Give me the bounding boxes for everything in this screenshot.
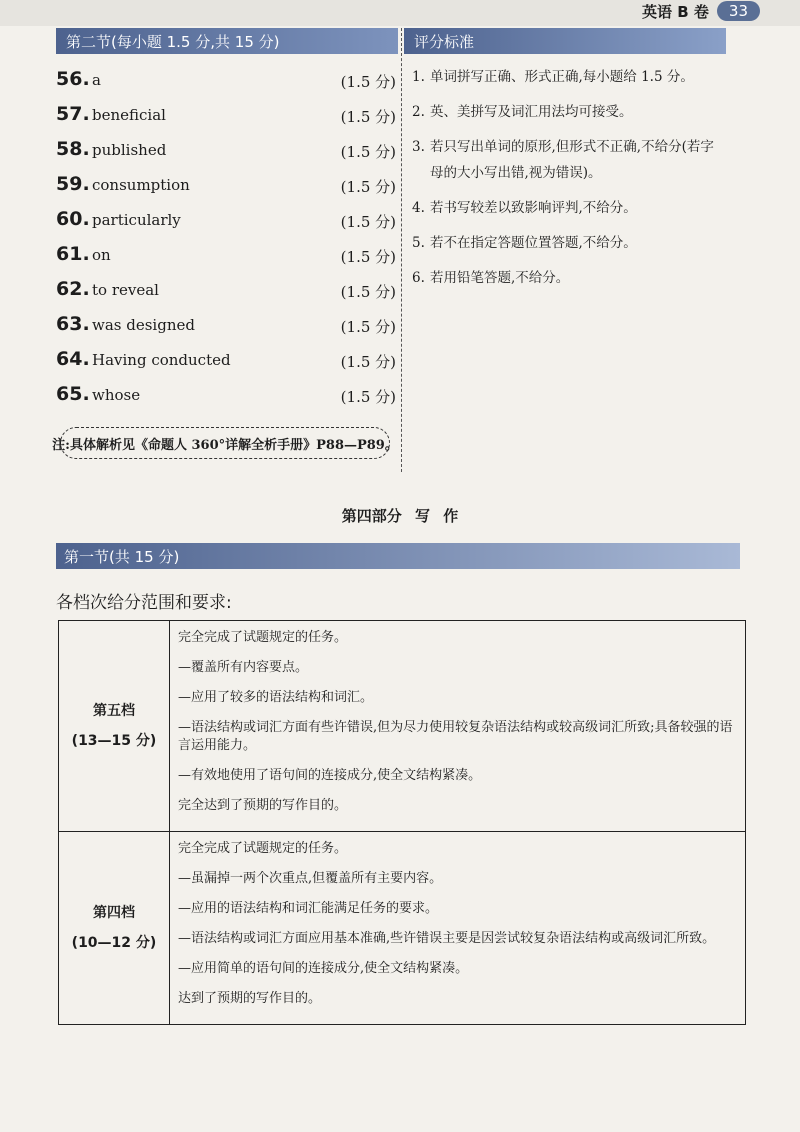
- grade-line: 完全完成了试题规定的任务。: [178, 841, 348, 856]
- answer-text: on: [92, 246, 111, 264]
- grade-level-cell: [59, 832, 170, 1025]
- answer-row: [56, 379, 396, 414]
- answer-text: a: [92, 71, 101, 89]
- answer-text: published: [92, 141, 167, 159]
- criteria-continuation: 母的大小写出错,视为错误)。: [430, 165, 602, 181]
- criteria-text: 若只写出单词的原形,但形式不正确,不给分(若字: [430, 139, 714, 155]
- criteria-text: 若不在指定答题位置答题,不给分。: [430, 235, 637, 251]
- answer-row: [56, 99, 396, 134]
- grade-line: —语法结构或词汇方面应用基本准确,些许错误主要是因尝试较复杂语法结构或高级词汇所致。: [178, 931, 716, 946]
- criteria-item: [412, 64, 742, 90]
- answer-row: [56, 239, 396, 274]
- grade-line: —虽漏掉一两个次重点,但覆盖所有主要内容。: [178, 871, 443, 886]
- section2-title: 第二节(每小题 1.5 分,共 15 分): [66, 32, 280, 51]
- grade-row: [59, 832, 746, 1025]
- grade-description-cell: [170, 832, 746, 1025]
- answer-score: (1.5 分): [340, 283, 396, 301]
- grade-level-name: 第四档: [93, 905, 135, 921]
- criteria-item: [412, 230, 742, 256]
- answer-number: 58.: [56, 138, 90, 160]
- answer-number: 64.: [56, 348, 90, 370]
- criteria-item: [412, 265, 742, 291]
- page-header: [642, 0, 760, 22]
- grade-level-name: 第五档: [93, 703, 135, 719]
- answer-number: 57.: [56, 103, 90, 125]
- answer-number: 65.: [56, 383, 90, 405]
- grading-table: [58, 620, 746, 1025]
- grade-line: 完全达到了预期的写作目的。: [178, 798, 348, 813]
- column-divider: [401, 28, 402, 472]
- criteria-item: [412, 99, 742, 125]
- answer-row: [56, 344, 396, 379]
- criteria-number: 5.: [412, 235, 425, 251]
- grade-level-cell: [59, 621, 170, 832]
- answer-text: whose: [92, 386, 141, 404]
- criteria-heading: [404, 28, 726, 54]
- answer-number: 59.: [56, 173, 90, 195]
- answer-row: [56, 64, 396, 99]
- answer-row: [56, 274, 396, 309]
- grade-line: —应用简单的语句间的连接成分,使全文结构紧凑。: [178, 961, 469, 976]
- answer-text: to reveal: [92, 281, 159, 299]
- book-title: 英语 B 卷: [642, 2, 709, 21]
- grade-description-cell: [170, 621, 746, 832]
- answer-score: (1.5 分): [340, 213, 396, 231]
- answer-number: 61.: [56, 243, 90, 265]
- answer-number: 56.: [56, 68, 90, 90]
- answer-score: (1.5 分): [340, 318, 396, 336]
- reference-note-text: 注:具体解析见《命题人 360°详解全析手册》P88—P89。: [52, 437, 398, 453]
- section1-heading: [56, 543, 740, 569]
- grade-line: —覆盖所有内容要点。: [178, 660, 309, 675]
- grade-level-range: (13—15 分): [71, 733, 157, 749]
- criteria-item: [412, 134, 742, 186]
- criteria-number: 1.: [412, 69, 425, 85]
- grade-line: 完全完成了试题规定的任务。: [178, 630, 348, 645]
- criteria-number: 4.: [412, 200, 425, 216]
- section2-heading: [56, 28, 398, 54]
- answer-score: (1.5 分): [340, 248, 396, 266]
- criteria-number: 6.: [412, 270, 425, 286]
- section1-title: 第一节(共 15 分): [64, 547, 180, 566]
- criteria-text: 单词拼写正确、形式正确,每小题给 1.5 分。: [430, 69, 694, 85]
- criteria-text: 若用铅笔答题,不给分。: [430, 270, 570, 286]
- criteria-title: 评分标准: [414, 32, 475, 51]
- answer-text: was designed: [92, 316, 195, 334]
- grade-line: —语法结构或词汇方面有些许错误,但为尽力使用较复杂语法结构或较高级词汇所致;具备较强的语言运用能力。: [178, 720, 733, 753]
- criteria-text: 若书写较差以致影响评判,不给分。: [430, 200, 637, 216]
- answer-text: beneficial: [92, 106, 166, 124]
- answer-row: [56, 204, 396, 239]
- page-number: 33: [717, 1, 760, 21]
- answer-text: particularly: [92, 211, 181, 229]
- reference-note: [52, 427, 398, 459]
- answer-text: Having conducted: [92, 351, 231, 369]
- criteria-item: [412, 195, 742, 221]
- answer-number: 62.: [56, 278, 90, 300]
- requirements-title: 各档次给分范围和要求:: [56, 593, 232, 613]
- answer-score: (1.5 分): [340, 388, 396, 406]
- answer-score: (1.5 分): [340, 73, 396, 91]
- answer-score: (1.5 分): [340, 178, 396, 196]
- grade-level-range: (10—12 分): [71, 935, 157, 951]
- criteria-list: [412, 64, 742, 300]
- grade-row: [59, 621, 746, 832]
- grade-line: —应用了较多的语法结构和词汇。: [178, 690, 374, 705]
- part4-title: 第四部分 写 作: [341, 507, 459, 525]
- answer-score: (1.5 分): [340, 353, 396, 371]
- answer-score: (1.5 分): [340, 143, 396, 161]
- answer-row: [56, 309, 396, 344]
- answer-text: consumption: [92, 176, 190, 194]
- grade-line: 达到了预期的写作目的。: [178, 991, 322, 1006]
- answer-number: 63.: [56, 313, 90, 335]
- criteria-text: 英、美拼写及词汇用法均可接受。: [430, 104, 633, 120]
- answer-list: [56, 64, 396, 414]
- grade-line: —有效地使用了语句间的连接成分,使全文结构紧凑。: [178, 768, 482, 783]
- answer-row: [56, 134, 396, 169]
- criteria-number: 2.: [412, 104, 425, 120]
- criteria-number: 3.: [412, 139, 425, 155]
- answer-row: [56, 169, 396, 204]
- answer-number: 60.: [56, 208, 90, 230]
- grade-line: —应用的语法结构和词汇能满足任务的要求。: [178, 901, 439, 916]
- answer-score: (1.5 分): [340, 108, 396, 126]
